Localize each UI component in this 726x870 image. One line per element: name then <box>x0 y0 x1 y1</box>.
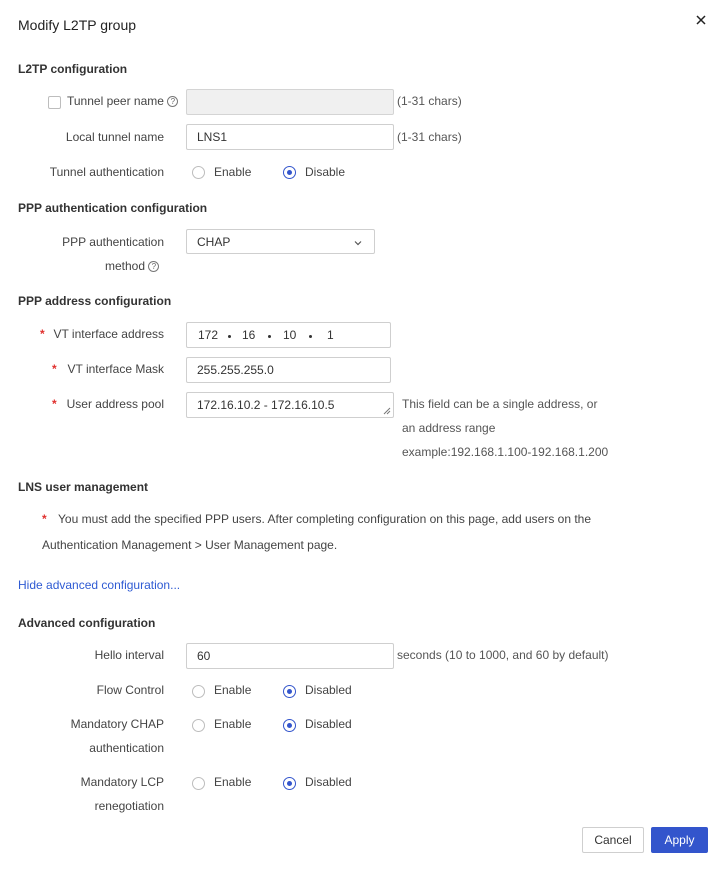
section-ppp-authentication: PPP authentication configuration <box>18 201 208 215</box>
local-tunnel-name-hint: (1-31 chars) <box>397 130 462 144</box>
vt-interface-address-input[interactable] <box>186 322 391 348</box>
ip-separator-dot <box>268 335 271 338</box>
resize-handle-icon[interactable] <box>383 407 391 415</box>
close-icon[interactable] <box>692 13 710 31</box>
mandatory-lcp-enable-label: Enable <box>214 775 252 789</box>
tunnel-auth-disable-label: Disable <box>305 165 346 179</box>
ip-octet-3[interactable]: 10 <box>283 328 297 342</box>
lns-notice-line1 <box>42 507 591 531</box>
ppp-auth-method-label-line1: PPP authentication <box>62 235 164 249</box>
tunnel-auth-enable-label: Enable <box>214 165 252 179</box>
flow-control-enable-radio[interactable] <box>192 685 205 698</box>
mandatory-lcp-disabled-radio[interactable] <box>283 777 296 790</box>
flow-control-disabled-radio[interactable] <box>283 685 296 698</box>
ppp-auth-method-value: CHAP <box>197 235 231 249</box>
section-lns-user-management: LNS user management <box>18 480 149 494</box>
mandatory-chap-enable-label: Enable <box>214 717 252 731</box>
tunnel-auth-disable-radio[interactable] <box>283 166 296 179</box>
hide-advanced-link[interactable]: Hide advanced configuration... <box>18 578 181 592</box>
ip-octet-4[interactable]: 1 <box>327 328 334 342</box>
ppp-auth-method-select[interactable] <box>186 229 375 254</box>
hello-interval-input[interactable] <box>186 643 394 669</box>
hello-interval-label: Hello interval <box>94 648 164 662</box>
user-address-pool-textarea[interactable] <box>186 392 394 418</box>
required-mark: * <box>42 512 47 526</box>
pool-hint-line3: example:192.168.1.100-192.168.1.200 <box>402 445 609 459</box>
ip-octet-2[interactable]: 16 <box>242 328 256 342</box>
hello-interval-hint: seconds (10 to 1000, and 60 by default) <box>397 648 609 662</box>
section-l2tp-configuration: L2TP configuration <box>18 62 128 76</box>
ip-octet-1[interactable]: 172 <box>198 328 219 342</box>
tunnel-auth-enable-radio[interactable] <box>192 166 205 179</box>
required-mark: * <box>52 397 57 411</box>
user-address-pool-value: 172.16.10.2 - 172.16.10.5 <box>197 398 335 412</box>
tunnel-peer-name-checkbox[interactable] <box>48 96 61 109</box>
section-ppp-address: PPP address configuration <box>18 294 172 308</box>
required-mark: * <box>52 362 57 376</box>
flow-control-label: Flow Control <box>96 683 164 697</box>
mandatory-lcp-label-line1: Mandatory LCP <box>80 775 164 789</box>
dialog-title: Modify L2TP group <box>18 17 137 33</box>
tunnel-authentication-label: Tunnel authentication <box>49 165 164 179</box>
local-tunnel-name-label: Local tunnel name <box>65 130 164 144</box>
mandatory-chap-disabled-radio[interactable] <box>283 719 296 732</box>
ip-separator-dot <box>228 335 231 338</box>
tunnel-peer-name-label-text: Tunnel peer name <box>67 94 164 108</box>
mandatory-chap-disabled-label: Disabled <box>305 717 352 731</box>
vt-interface-address-label: VT interface address <box>53 327 164 341</box>
pool-hint-line1: This field can be a single address, or <box>402 397 598 411</box>
ppp-auth-method-label-line2 <box>105 254 159 278</box>
close-icon-glyph <box>695 14 707 26</box>
tunnel-peer-name-label <box>67 89 178 113</box>
section-advanced: Advanced configuration <box>18 616 156 630</box>
mandatory-chap-label-line2: authentication <box>89 741 164 755</box>
chevron-down-icon <box>353 238 363 248</box>
pool-hint-line2: an address range <box>402 421 496 435</box>
mandatory-lcp-disabled-label: Disabled <box>305 775 352 789</box>
required-mark: * <box>40 327 45 341</box>
flow-control-disabled-label: Disabled <box>305 683 352 697</box>
vt-interface-mask-label: VT interface Mask <box>67 362 164 376</box>
mandatory-chap-enable-radio[interactable] <box>192 719 205 732</box>
flow-control-enable-label: Enable <box>214 683 252 697</box>
cancel-button[interactable]: Cancel <box>582 827 644 853</box>
tunnel-peer-name-input[interactable] <box>186 89 394 115</box>
vt-interface-mask-input[interactable] <box>186 357 391 383</box>
local-tunnel-name-input[interactable] <box>186 124 394 150</box>
lns-notice-text: You must add the specified PPP users. After completing configuration on this page, add users on the <box>58 512 592 526</box>
ppp-auth-method-label-text: method <box>105 259 146 273</box>
help-icon[interactable]: ? <box>148 261 159 272</box>
help-icon[interactable]: ? <box>167 96 178 107</box>
ip-separator-dot <box>309 335 312 338</box>
mandatory-chap-label-line1: Mandatory CHAP <box>70 717 164 731</box>
lns-notice-line2: Authentication Management > User Management page. <box>42 538 338 552</box>
tunnel-peer-name-hint: (1-31 chars) <box>397 94 462 108</box>
apply-button[interactable]: Apply <box>651 827 708 853</box>
mandatory-lcp-enable-radio[interactable] <box>192 777 205 790</box>
mandatory-lcp-label-line2: renegotiation <box>94 799 164 813</box>
user-address-pool-label: User address pool <box>66 397 164 411</box>
